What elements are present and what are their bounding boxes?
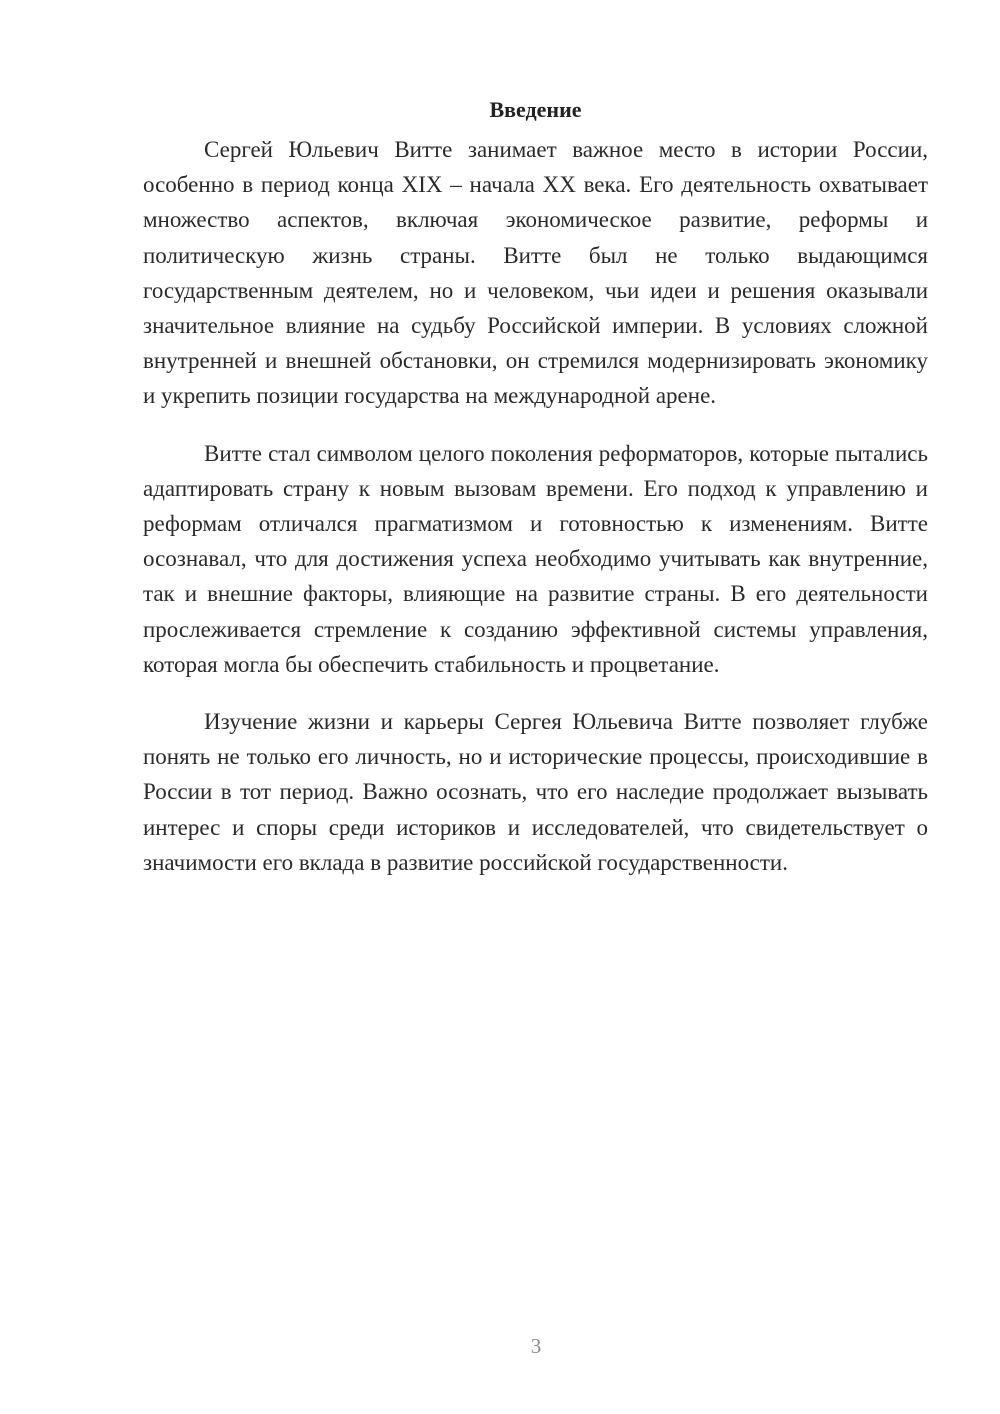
paragraph-2: Витте стал символом целого поколения реформаторов, которые пытались адаптировать страну к новым вызовам времени. Его подход к управлению и реформам отличался прагматизмом и готовностью к изменениям. Витте осознавал, что для достижения успеха необходимо учитывать как внутренние, так и внешние факторы, влияющие на развитие страны. В его деятельности прослеживается стремление к созданию эффективной системы управления, которая могла бы обеспечить стабильность и процветание. [143, 440, 928, 677]
page-content [143, 92, 928, 902]
paragraph-3: Изучение жизни и карьеры Сергея Юльевича Витте позволяет глубже понять не только его личность, но и исторические процессы, происходившие в России в тот период. Важно осознать, что его наследие продолжает вызывать интерес и споры среди историков и исследователей, что свидетельствует о значимости его вклада в развитие российской государственности. [143, 709, 928, 875]
section-heading: Введение [489, 97, 582, 122]
paragraph-1: Сергей Юльевич Витте занимает важное место в истории России, особенно в период конца XIX – начала XX века. Его деятельность охватывает множество аспектов, включая экономическое развитие, реформы и политическую жизнь страны. Витте был не только выдающимся государственным деятелем, но и человеком, чьи идеи и решения оказывали значительное влияние на судьбу Российской империи. В условиях сложной внутренней и внешней обстановки, он стремился модернизировать экономику и укрепить позиции государства на международной арене. [143, 137, 928, 409]
page-number: 3 [530, 1334, 542, 1358]
